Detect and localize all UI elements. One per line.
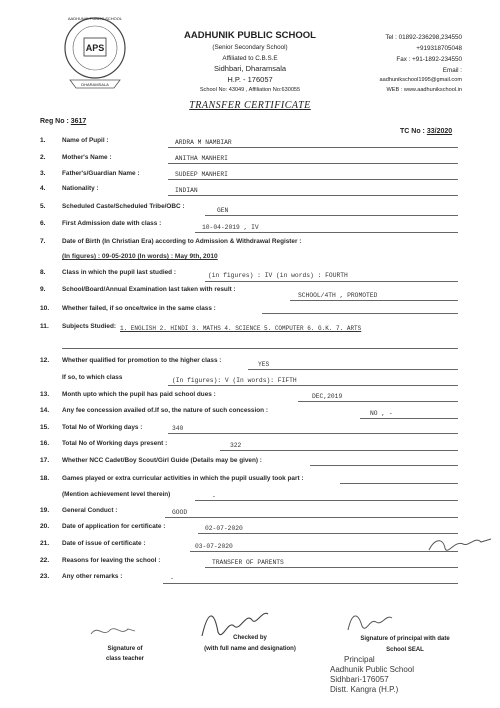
row-number: 17. xyxy=(40,457,50,464)
row-value: 1. ENGLISH 2. HINDI 3. MATHS 4. SCIENCE 5. COMPUTER 6. G.K. 7. ARTS xyxy=(120,325,362,332)
tc-no-label: TC No : xyxy=(400,128,425,135)
school-seal-caption: School SEAL xyxy=(386,647,424,653)
row-label: Whether qualified for promotion to the higher class : xyxy=(62,357,222,364)
row-number: 22. xyxy=(40,557,50,564)
school-affiliation: Affiliated to C.B.S.E xyxy=(222,55,278,62)
row-number: 20. xyxy=(40,523,50,530)
row-value: INDIAN xyxy=(175,187,198,194)
row-label: General Conduct : xyxy=(62,507,118,514)
stamp-line-3: Sidhbari-176057 xyxy=(330,675,389,684)
row-number: 19. xyxy=(40,507,50,514)
row-value: (In figures) : 09-05-2010 (In words) : May 9th, 2010 xyxy=(62,253,218,260)
row-label: Total No of Working days present : xyxy=(62,440,168,447)
row-number: 5. xyxy=(40,203,46,210)
teacher-sign-caption-1: Signature of xyxy=(107,646,143,652)
row-number: 2. xyxy=(40,154,46,161)
row-number: 13. xyxy=(40,391,50,398)
school-email-label: Email : xyxy=(442,67,462,74)
row-label: Games played or extra curricular activities in which the pupil usually took part : xyxy=(62,475,304,482)
row-value: (In figures): V (In words): FIFTH xyxy=(172,377,297,384)
logo-text-bottom: DHARAMSALA xyxy=(81,82,109,87)
row-number: 4. xyxy=(40,185,46,192)
school-web: WEB : www.aadhunikschool.in xyxy=(386,87,462,93)
row-label: Month upto which the pupil has paid school dues : xyxy=(62,391,216,398)
row-label: Reasons for leaving the school : xyxy=(62,557,161,564)
row-value: 02-07-2020 xyxy=(205,525,243,532)
margin-signature xyxy=(425,530,497,560)
row-number: 3. xyxy=(40,170,46,177)
principal-sign-caption: Signature of principal with date xyxy=(360,636,450,642)
row-value: 03-07-2020 xyxy=(195,543,233,550)
row-label: Scheduled Caste/Scheduled Tribe/OBC : xyxy=(62,203,185,210)
principal-stamp xyxy=(330,655,495,695)
row-value: DEC,2019 xyxy=(312,393,343,400)
row-value: 322 xyxy=(230,442,242,449)
row-label: Mother's Name : xyxy=(62,154,112,161)
row-value: GOOD xyxy=(172,509,188,516)
stamp-line-1: Principal xyxy=(344,655,375,664)
row-label: If so, to which class xyxy=(62,374,123,381)
reg-no-value: 3617 xyxy=(70,118,87,125)
school-logo xyxy=(50,14,140,94)
row-label: Date of issue of certificate : xyxy=(62,540,146,547)
principal-signature xyxy=(344,606,396,638)
row-label: Name of Pupil : xyxy=(62,137,109,144)
row-value: (in figures) : IV (in words) : FOURTH xyxy=(208,272,348,279)
row-label: Any fee concession availed of.If so, the nature of such concession : xyxy=(62,407,268,414)
row-label: Whether failed, if so once/twice in the same class : xyxy=(62,305,216,312)
row-number: 1. xyxy=(40,137,46,144)
row-label: School/Board/Annual Examination last taken with result : xyxy=(62,286,236,293)
row-number: 15. xyxy=(40,424,50,431)
row-label: Class in which the pupil last studied : xyxy=(62,269,176,276)
row-label: Father's/Guardian Name : xyxy=(62,170,140,177)
school-fax: Fax : +91-1892-234550 xyxy=(396,56,462,63)
row-value: NO , - xyxy=(370,410,393,417)
school-name: AADHUNIK PUBLIC SCHOOL xyxy=(184,30,316,41)
row-number: 14. xyxy=(40,407,50,414)
reg-no xyxy=(40,118,86,125)
document-title: TRANSFER CERTIFICATE xyxy=(189,100,311,111)
row-label: Total No of Working days : xyxy=(62,424,143,431)
school-mobile: +919318705048 xyxy=(416,45,462,52)
row-value: YES xyxy=(258,361,270,368)
row-number: 18. xyxy=(40,475,50,482)
tc-no xyxy=(400,128,452,135)
row-number: 16. xyxy=(40,440,50,447)
row-value: SCHOOL/4TH , PROMOTED xyxy=(298,292,378,299)
row-value: - xyxy=(212,493,216,500)
row-label: Any other remarks : xyxy=(62,573,123,580)
row-number: 8. xyxy=(40,269,46,276)
school-aff-no: School No: 43049 , Affiliation No:630055 xyxy=(199,87,301,93)
row-value: - xyxy=(170,575,174,582)
row-number: 21. xyxy=(40,540,50,547)
school-state: H.P. - 176057 xyxy=(227,75,273,84)
stamp-line-2: Aadhunik Public School xyxy=(330,665,415,674)
row-label: First Admission date with class : xyxy=(62,220,162,227)
stamp-line-4: Distt. Kangra (H.P.) xyxy=(330,685,399,694)
row-number: 23. xyxy=(40,573,50,580)
row-value: ARDRA M NAMBIAR xyxy=(175,139,232,146)
row-number: 10. xyxy=(40,305,50,312)
row-label: (Mention achievement level therein) xyxy=(62,491,171,498)
row-label: Nationality : xyxy=(62,185,99,192)
school-email: aadhunikschool1995@gmail.com xyxy=(379,77,462,83)
row-value: TRANSFER OF PARENTS xyxy=(212,559,284,566)
row-number: 9. xyxy=(40,286,46,293)
logo-text-top: AADHUNIK PUBLIC SCHOOL xyxy=(67,16,123,21)
teacher-sign-caption-2: class teacher xyxy=(105,656,145,662)
school-type: (Senior Secondary School) xyxy=(212,44,288,51)
row-number: 11. xyxy=(40,323,49,330)
logo-text-mid: APS xyxy=(85,43,105,53)
row-label: Date of Birth (In Christian Era) according to Admission & Withdrawal Register : xyxy=(62,238,302,245)
checked-by-designation: (with full name and designation) xyxy=(204,646,296,652)
reg-no-label: Reg No : xyxy=(40,118,69,125)
tc-no-value: 33/2020 xyxy=(426,128,453,135)
school-location: Sidhbari, Dharamsala xyxy=(213,64,287,73)
row-value: 340 xyxy=(172,425,184,432)
row-number: 12. xyxy=(40,357,50,364)
row-value: ANITHA MANHERI xyxy=(175,155,228,162)
row-label: Date of application for certificate : xyxy=(62,523,166,530)
row-label: Whether NCC Cadet/Boy Scout/Girl Guide (Details may be given) : xyxy=(62,457,262,464)
row-number: 6. xyxy=(40,220,46,227)
row-value: GEN xyxy=(217,207,229,214)
checked-by-caption: Checked by xyxy=(233,635,267,641)
school-tel: Tel : 01892-236298,234550 xyxy=(385,34,462,41)
row-label: Subjects Studied: xyxy=(62,323,116,330)
row-value: 10-04-2019 , IV xyxy=(202,224,259,231)
row-value: SUDEEP MANHERI xyxy=(175,171,228,178)
row-number: 7. xyxy=(40,238,46,245)
teacher-signature xyxy=(88,622,138,642)
